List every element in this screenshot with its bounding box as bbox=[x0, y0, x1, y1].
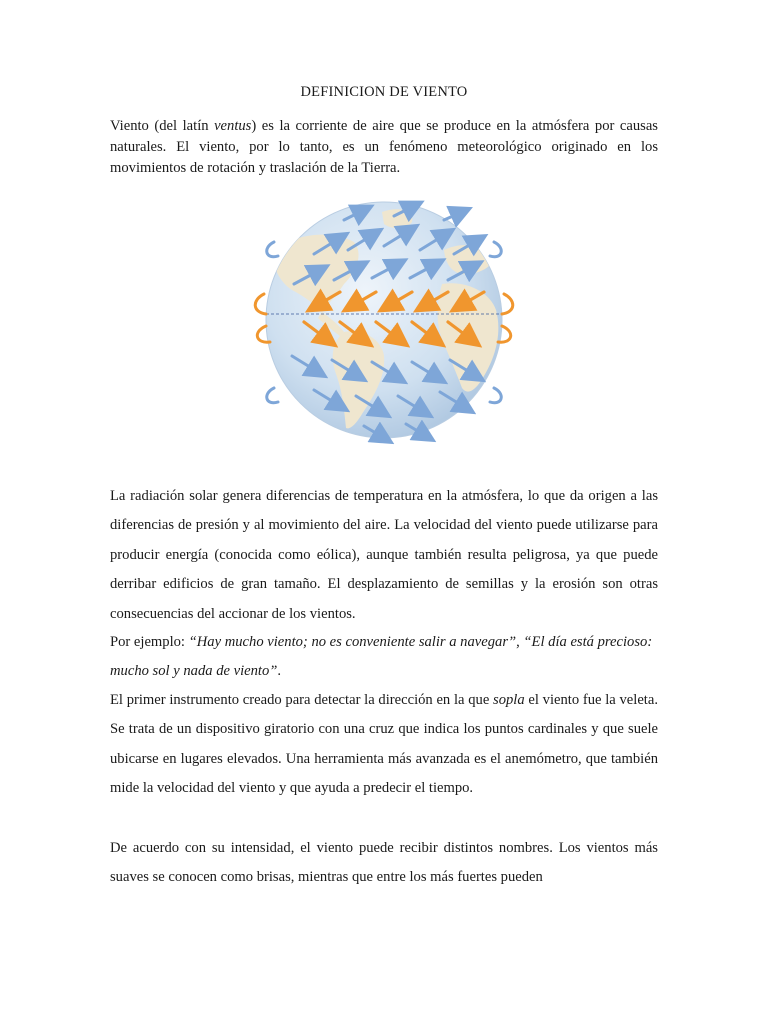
paragraph-text: Por ejemplo: bbox=[110, 634, 189, 650]
paragraph-text: ) es la corriente de aire que se produce en la atmósfera por causas naturales. El viento, por lo tanto, es un fenómeno meteorológico originado en los movimientos de rotación y traslación de la Tierra. bbox=[110, 118, 658, 176]
example-quote: “El día está precioso: mucho sol y nada de viento” bbox=[110, 634, 653, 680]
latin-term: ventus bbox=[214, 118, 252, 134]
paragraph-text: el viento fue la veleta. Se trata de un dispositivo giratorio con una cruz que indica los puntos cardinales y que suele ubicarse en lugares elevados. Una herramienta más avanzada es el anemómetro, que también mide la velocidad del viento y que ayuda a predecir el tiempo. bbox=[110, 692, 658, 797]
paragraph-text: El primer instrumento creado para detectar la dirección en la que bbox=[110, 692, 494, 708]
globe-wind-illustration bbox=[244, 192, 524, 454]
paragraph-text: , bbox=[516, 634, 524, 650]
paragraph-examples bbox=[110, 628, 658, 687]
paragraph-text: Viento (del latín bbox=[110, 118, 215, 134]
example-quote: “Hay mucho viento; no es conveniente salir a navegar” bbox=[188, 634, 517, 650]
paragraph-definition bbox=[110, 116, 658, 179]
paragraph-instruments bbox=[110, 686, 658, 804]
paragraph-intensity: De acuerdo con su intensidad, el viento puede recibir distintos nombres. Los vientos más suaves se conocen como brisas, mientras que entre los más fuertes pueden bbox=[110, 840, 658, 886]
paragraph-text: . bbox=[277, 663, 282, 680]
page-title: DEFINICION DE VIENTO bbox=[300, 84, 468, 100]
land-greenland bbox=[382, 209, 412, 228]
italic-term: sopla bbox=[493, 692, 525, 708]
paragraph-radiation: La radiación solar genera diferencias de temperatura en la atmósfera, lo que da origen a las diferencias de presión y al movimiento del aire. La velocidad del viento puede utilizarse para producir energía (conocida como eólica), aunque también resulta peligrosa, ya que puede derribar edificios de gran tamaño. El desplazamiento de semillas y la erosión son otras consecuencias del accionar de los vientos. bbox=[110, 488, 658, 622]
